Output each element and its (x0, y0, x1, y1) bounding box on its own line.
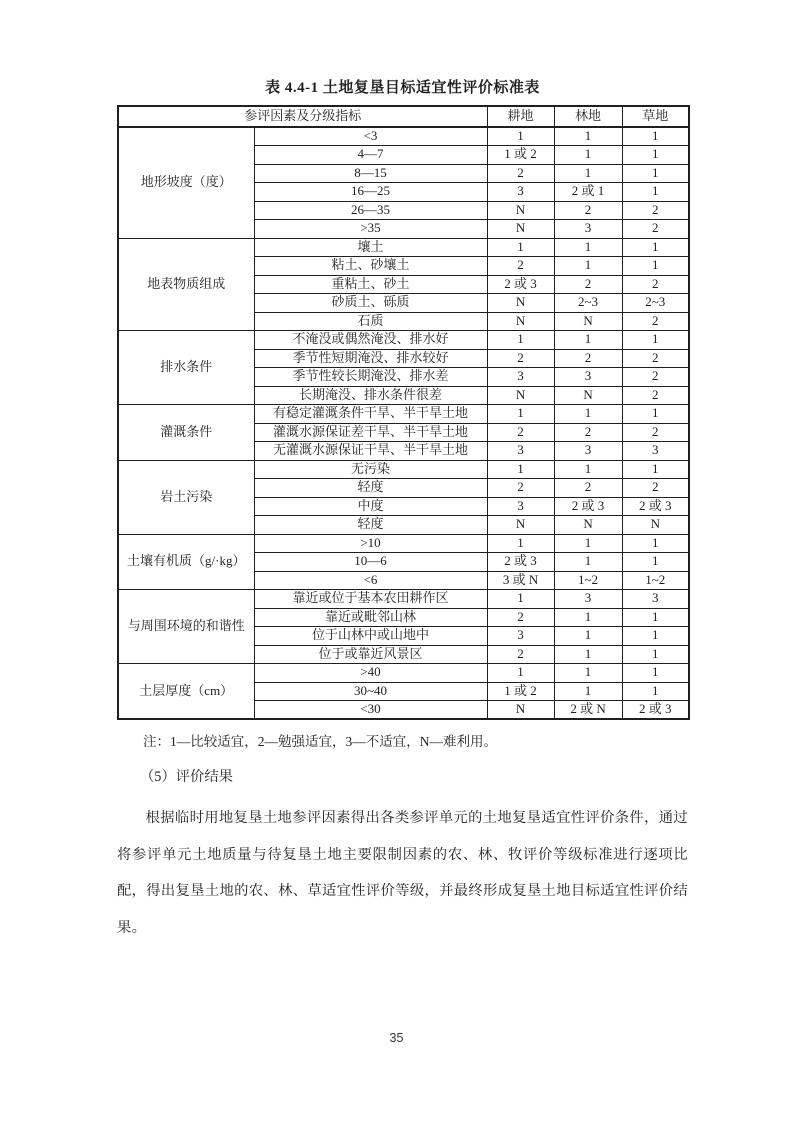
value-cell: 1 (622, 645, 689, 664)
factor-group-cell: 岩土污染 (118, 460, 254, 534)
value-cell: 1 (554, 164, 622, 183)
table-note: 注：1—比较适宜，2—勉强适宜，3—不适宜，N—难利用。 (143, 734, 497, 749)
indicator-cell: <30 (254, 701, 487, 720)
indicator-cell: 位于山林中或山地中 (254, 627, 487, 646)
value-cell: 1 (554, 146, 622, 165)
indicator-cell: 季节性短期淹没、排水较好 (254, 349, 487, 368)
value-cell: 1 (554, 645, 622, 664)
value-cell: 1 (622, 534, 689, 553)
factor-group-cell: 排水条件 (118, 331, 254, 405)
header-grassland-cell: 草地 (622, 106, 689, 127)
value-cell: 2 (487, 608, 554, 627)
table-row (118, 331, 689, 350)
value-cell: 1 (622, 238, 689, 257)
table-header-row (118, 106, 689, 127)
indicator-cell: 16—25 (254, 183, 487, 202)
value-cell: 1 或 2 (487, 682, 554, 701)
value-cell: 2 或 3 (554, 497, 622, 516)
value-cell: 2 (487, 479, 554, 498)
value-cell: 3 (554, 442, 622, 461)
value-cell: 2 (487, 349, 554, 368)
value-cell: N (487, 516, 554, 535)
indicator-cell: 无污染 (254, 460, 487, 479)
value-cell: N (487, 386, 554, 405)
indicator-cell: 长期淹没、排水条件很差 (254, 386, 487, 405)
indicator-cell: 10—6 (254, 553, 487, 572)
value-cell: 2 (622, 312, 689, 331)
value-cell: 1 (554, 553, 622, 572)
value-cell: 1 (554, 608, 622, 627)
value-cell: 3 或 N (487, 571, 554, 590)
indicator-cell: 粘土、砂壤土 (254, 257, 487, 276)
value-cell: 1 (487, 405, 554, 424)
table-row (118, 664, 689, 683)
indicator-cell: 靠近或毗邻山林 (254, 608, 487, 627)
value-cell: 2 (554, 201, 622, 220)
indicator-cell: 石质 (254, 312, 487, 331)
table-row (118, 405, 689, 424)
value-cell: 2 或 3 (487, 553, 554, 572)
value-cell: 2 (487, 645, 554, 664)
value-cell: 3 (487, 442, 554, 461)
indicator-cell: >40 (254, 664, 487, 683)
value-cell: 1 (622, 664, 689, 683)
indicator-cell: 30~40 (254, 682, 487, 701)
value-cell: 1 (622, 183, 689, 202)
value-cell: N (554, 516, 622, 535)
table-row (118, 238, 689, 257)
value-cell: 2 或 N (554, 701, 622, 720)
indicator-cell: 靠近或位于基本农田耕作区 (254, 590, 487, 609)
factor-group-cell: 地形坡度（度） (118, 127, 254, 238)
value-cell: N (622, 516, 689, 535)
table-row (118, 127, 689, 146)
indicator-cell: 无灌溉水源保证干旱、半干旱土地 (254, 442, 487, 461)
indicator-cell: 轻度 (254, 516, 487, 535)
value-cell: N (554, 312, 622, 331)
header-forest-land-cell: 林地 (554, 106, 622, 127)
value-cell: 2 或 3 (622, 497, 689, 516)
value-cell: 2 (622, 368, 689, 387)
value-cell: 2 (622, 201, 689, 220)
value-cell: 1 (487, 664, 554, 683)
table-row (118, 534, 689, 553)
indicator-cell: 26—35 (254, 201, 487, 220)
value-cell: 1 (622, 460, 689, 479)
value-cell: 1 或 2 (487, 146, 554, 165)
factor-group-cell: 土层厚度（cm） (118, 664, 254, 720)
indicator-cell: 灌溉水源保证差干旱、半干旱土地 (254, 423, 487, 442)
value-cell: 1 (487, 127, 554, 146)
value-cell: 3 (554, 590, 622, 609)
table-row (118, 590, 689, 609)
factor-group-cell: 灌溉条件 (118, 405, 254, 461)
value-cell: 1 (622, 331, 689, 350)
value-cell: 3 (487, 368, 554, 387)
indicator-cell: <6 (254, 571, 487, 590)
header-cultivated-land-cell: 耕地 (487, 106, 554, 127)
value-cell: N (487, 201, 554, 220)
body-paragraph: 根据临时用地复垦土地参评因素得出各类参评单元的土地复垦适宜性评价条件，通过将参评单元土地质量与待复垦土地主要限制因素的农、林、牧评价等级标准进行逐项比配，得出复垦土地的农、林、草适宜性评价等级，并最终形成复垦土地目标适宜性评价结果。 (117, 810, 688, 936)
value-cell: 2 (622, 220, 689, 239)
factor-group-cell: 与周围环境的和谐性 (118, 590, 254, 664)
indicator-cell: >10 (254, 534, 487, 553)
value-cell: 1 (622, 146, 689, 165)
value-cell: N (554, 386, 622, 405)
value-cell: 1~2 (622, 571, 689, 590)
value-cell: 1 (554, 405, 622, 424)
value-cell: 1 (487, 331, 554, 350)
value-cell: N (487, 220, 554, 239)
table-row (118, 460, 689, 479)
value-cell: 2~3 (554, 294, 622, 313)
indicator-cell: 有稳定灌溉条件干旱、半干旱土地 (254, 405, 487, 424)
value-cell: 2 或 3 (487, 275, 554, 294)
indicator-cell: 8—15 (254, 164, 487, 183)
value-cell: 1~2 (554, 571, 622, 590)
value-cell: 1 (622, 127, 689, 146)
indicator-cell: 重粘土、砂土 (254, 275, 487, 294)
suitability-table (117, 105, 690, 720)
indicator-cell: 砂质土、砾质 (254, 294, 487, 313)
indicator-cell: 位于或靠近风景区 (254, 645, 487, 664)
indicator-cell: 不淹没或偶然淹没、排水好 (254, 331, 487, 350)
document-content (117, 79, 688, 946)
value-cell: 1 (554, 664, 622, 683)
value-cell: 1 (554, 331, 622, 350)
value-cell: 1 (487, 460, 554, 479)
value-cell: 3 (487, 183, 554, 202)
value-cell: 1 (622, 257, 689, 276)
factor-group-cell: 土壤有机质（g/·kg） (118, 534, 254, 590)
value-cell: 2 (622, 423, 689, 442)
value-cell: 1 (622, 405, 689, 424)
indicator-cell: 中度 (254, 497, 487, 516)
table-body (118, 127, 689, 719)
indicator-cell: 4—7 (254, 146, 487, 165)
value-cell: N (487, 701, 554, 720)
value-cell: 1 (622, 682, 689, 701)
value-cell: 2 (554, 275, 622, 294)
indicator-cell: 轻度 (254, 479, 487, 498)
value-cell: 2 (487, 257, 554, 276)
value-cell: 2 (554, 349, 622, 368)
indicator-cell: 季节性较长期淹没、排水差 (254, 368, 487, 387)
value-cell: 2 或 3 (622, 701, 689, 720)
value-cell: 2 或 1 (554, 183, 622, 202)
value-cell: 1 (554, 534, 622, 553)
value-cell: 2 (622, 386, 689, 405)
value-cell: 2 (554, 479, 622, 498)
value-cell: 1 (554, 238, 622, 257)
indicator-cell: >35 (254, 220, 487, 239)
value-cell: 1 (487, 238, 554, 257)
value-cell: 1 (554, 627, 622, 646)
value-cell: N (487, 294, 554, 313)
value-cell: 2 (622, 275, 689, 294)
value-cell: 1 (622, 164, 689, 183)
value-cell: 1 (554, 257, 622, 276)
value-cell: 1 (622, 608, 689, 627)
value-cell: 3 (622, 442, 689, 461)
value-cell: 2~3 (622, 294, 689, 313)
value-cell: 2 (487, 423, 554, 442)
value-cell: 1 (622, 553, 689, 572)
indicator-cell: <3 (254, 127, 487, 146)
value-cell: 2 (622, 479, 689, 498)
value-cell: 1 (487, 534, 554, 553)
value-cell: 1 (554, 460, 622, 479)
value-cell: 3 (554, 368, 622, 387)
value-cell: 2 (487, 164, 554, 183)
value-cell: 1 (554, 682, 622, 701)
value-cell: 1 (487, 590, 554, 609)
header-factor-cell: 参评因素及分级指标 (118, 106, 487, 127)
value-cell: 3 (554, 220, 622, 239)
factor-group-cell: 地表物质组成 (118, 238, 254, 331)
value-cell: 2 (622, 349, 689, 368)
value-cell: 1 (622, 627, 689, 646)
value-cell: N (487, 312, 554, 331)
value-cell: 3 (487, 497, 554, 516)
value-cell: 1 (554, 127, 622, 146)
value-cell: 2 (554, 423, 622, 442)
table-title: 表 4.4-1 土地复垦目标适宜性评价标准表 (265, 80, 540, 96)
indicator-cell: 壤土 (254, 238, 487, 257)
value-cell: 3 (487, 627, 554, 646)
page-number: 35 (389, 1031, 404, 1045)
section-heading: （5）评价结果 (140, 769, 233, 785)
value-cell: 3 (622, 590, 689, 609)
